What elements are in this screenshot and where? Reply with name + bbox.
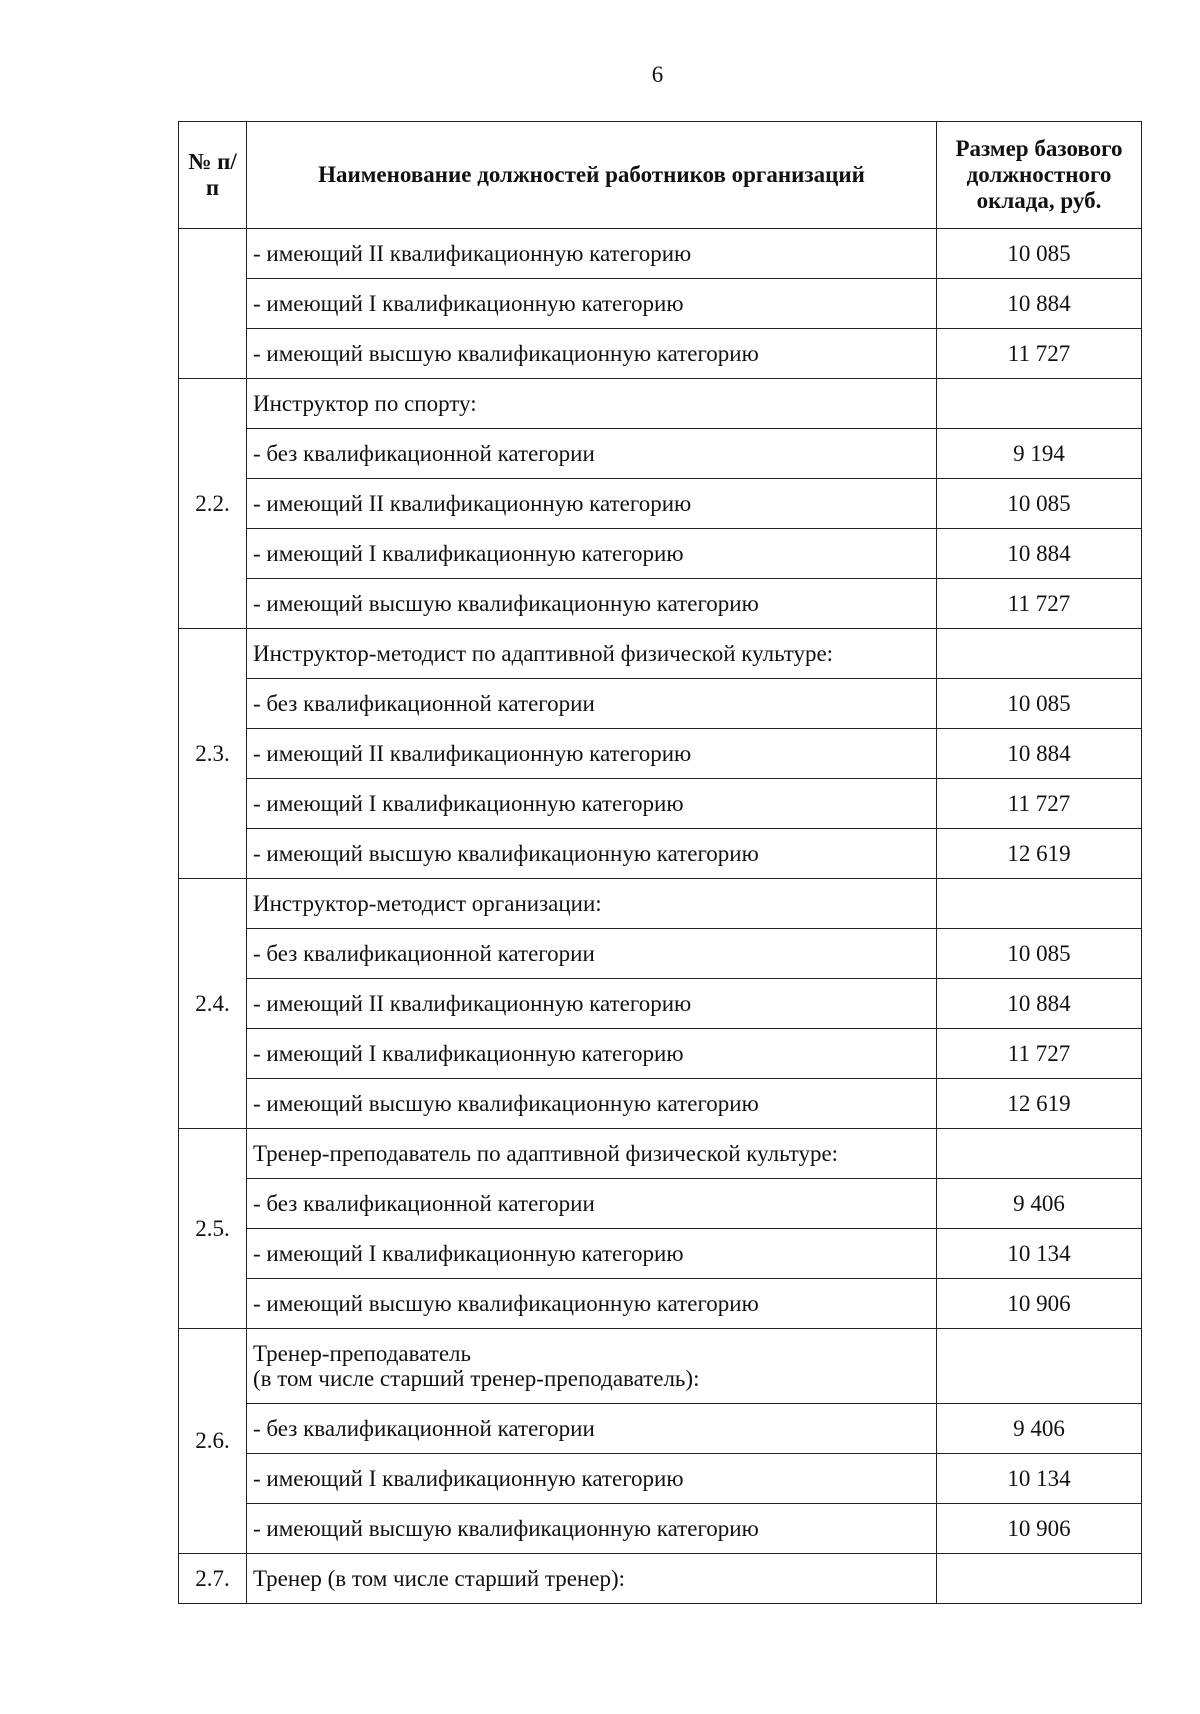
position-name: - имеющий II квалификационную категорию bbox=[247, 979, 937, 1029]
item-number bbox=[179, 229, 247, 379]
table-row bbox=[179, 229, 1142, 279]
position-name: Инструктор по спорту: bbox=[247, 379, 937, 429]
position-name: - имеющий II квалификационную категорию bbox=[247, 229, 937, 279]
position-name: - без квалификационной категории bbox=[247, 429, 937, 479]
base-salary bbox=[937, 379, 1142, 429]
table-row bbox=[179, 479, 1142, 529]
item-number: 2.4. bbox=[179, 879, 247, 1129]
base-salary: 10 085 bbox=[937, 929, 1142, 979]
base-salary: 9 406 bbox=[937, 1404, 1142, 1454]
position-name: Тренер (в том числе старший тренер): bbox=[247, 1554, 937, 1604]
item-number: 2.3. bbox=[179, 629, 247, 879]
position-name: - имеющий I квалификационную категорию bbox=[247, 529, 937, 579]
table-row bbox=[179, 879, 1142, 929]
position-name: Инструктор-методист организации: bbox=[247, 879, 937, 929]
base-salary: 10 884 bbox=[937, 729, 1142, 779]
table-row bbox=[179, 1129, 1142, 1179]
base-salary bbox=[937, 1329, 1142, 1404]
item-number: 2.5. bbox=[179, 1129, 247, 1329]
base-salary bbox=[937, 629, 1142, 679]
position-name: - без квалификационной категории bbox=[247, 1179, 937, 1229]
table-row bbox=[179, 329, 1142, 379]
table-row bbox=[179, 679, 1142, 729]
position-name: - имеющий высшую квалификационную категорию bbox=[247, 1504, 937, 1554]
header-num: № п/п bbox=[179, 122, 247, 229]
table-row bbox=[179, 629, 1142, 679]
base-salary: 10 085 bbox=[937, 229, 1142, 279]
table-body bbox=[179, 229, 1142, 1604]
table-row bbox=[179, 929, 1142, 979]
table-row bbox=[179, 1229, 1142, 1279]
table-header-row bbox=[179, 122, 1142, 229]
table-row bbox=[179, 1329, 1142, 1404]
salary-table bbox=[178, 121, 1142, 1604]
table-row bbox=[179, 1404, 1142, 1454]
position-name: Тренер-преподаватель (в том числе старший тренер-преподаватель): bbox=[247, 1329, 937, 1404]
base-salary: 10 884 bbox=[937, 979, 1142, 1029]
base-salary: 10 884 bbox=[937, 529, 1142, 579]
position-name: - без квалификационной категории bbox=[247, 929, 937, 979]
base-salary: 11 727 bbox=[937, 1029, 1142, 1079]
base-salary: 12 619 bbox=[937, 829, 1142, 879]
base-salary: 11 727 bbox=[937, 579, 1142, 629]
position-name: - имеющий высшую квалификационную категорию bbox=[247, 1279, 937, 1329]
base-salary: 11 727 bbox=[937, 779, 1142, 829]
table-row bbox=[179, 1454, 1142, 1504]
item-number: 2.7. bbox=[179, 1554, 247, 1604]
position-name: - имеющий II квалификационную категорию bbox=[247, 479, 937, 529]
position-name: - имеющий I квалификационную категорию bbox=[247, 1229, 937, 1279]
table-row bbox=[179, 1504, 1142, 1554]
position-name: - имеющий I квалификационную категорию bbox=[247, 1029, 937, 1079]
position-name: - без квалификационной категории bbox=[247, 679, 937, 729]
position-name: - без квалификационной категории bbox=[247, 1404, 937, 1454]
table-row bbox=[179, 1279, 1142, 1329]
base-salary: 10 134 bbox=[937, 1454, 1142, 1504]
table-row bbox=[179, 429, 1142, 479]
position-name: - имеющий высшую квалификационную категорию bbox=[247, 329, 937, 379]
position-name: - имеющий I квалификационную категорию bbox=[247, 1454, 937, 1504]
base-salary: 10 085 bbox=[937, 479, 1142, 529]
base-salary: 10 884 bbox=[937, 279, 1142, 329]
header-position-name: Наименование должностей работников организаций bbox=[247, 122, 937, 229]
base-salary: 10 134 bbox=[937, 1229, 1142, 1279]
position-name: - имеющий высшую квалификационную категорию bbox=[247, 1079, 937, 1129]
item-number: 2.6. bbox=[179, 1329, 247, 1554]
table-row bbox=[179, 379, 1142, 429]
position-name: - имеющий II квалификационную категорию bbox=[247, 729, 937, 779]
base-salary: 11 727 bbox=[937, 329, 1142, 379]
table-row bbox=[179, 979, 1142, 1029]
table-row bbox=[179, 1029, 1142, 1079]
table-row bbox=[179, 1554, 1142, 1604]
table-row bbox=[179, 279, 1142, 329]
header-base-salary: Размер базового должностного оклада, руб. bbox=[937, 122, 1142, 229]
base-salary: 10 085 bbox=[937, 679, 1142, 729]
position-name: Инструктор-методист по адаптивной физической культуре: bbox=[247, 629, 937, 679]
base-salary: 12 619 bbox=[937, 1079, 1142, 1129]
position-name: - имеющий I квалификационную категорию bbox=[247, 779, 937, 829]
table-row bbox=[179, 579, 1142, 629]
item-number: 2.2. bbox=[179, 379, 247, 629]
base-salary: 9 194 bbox=[937, 429, 1142, 479]
page-number: 6 bbox=[651, 62, 664, 87]
table-row bbox=[179, 779, 1142, 829]
base-salary: 10 906 bbox=[937, 1279, 1142, 1329]
position-name: Тренер-преподаватель по адаптивной физической культуре: bbox=[247, 1129, 937, 1179]
table-row bbox=[179, 1179, 1142, 1229]
base-salary: 9 406 bbox=[937, 1179, 1142, 1229]
base-salary bbox=[937, 1129, 1142, 1179]
table-row bbox=[179, 729, 1142, 779]
table-row bbox=[179, 829, 1142, 879]
base-salary bbox=[937, 879, 1142, 929]
base-salary: 10 906 bbox=[937, 1504, 1142, 1554]
table-row bbox=[179, 529, 1142, 579]
base-salary bbox=[937, 1554, 1142, 1604]
position-name: - имеющий высшую квалификационную категорию bbox=[247, 829, 937, 879]
position-name: - имеющий высшую квалификационную категорию bbox=[247, 579, 937, 629]
table-row bbox=[179, 1079, 1142, 1129]
position-name: - имеющий I квалификационную категорию bbox=[247, 279, 937, 329]
